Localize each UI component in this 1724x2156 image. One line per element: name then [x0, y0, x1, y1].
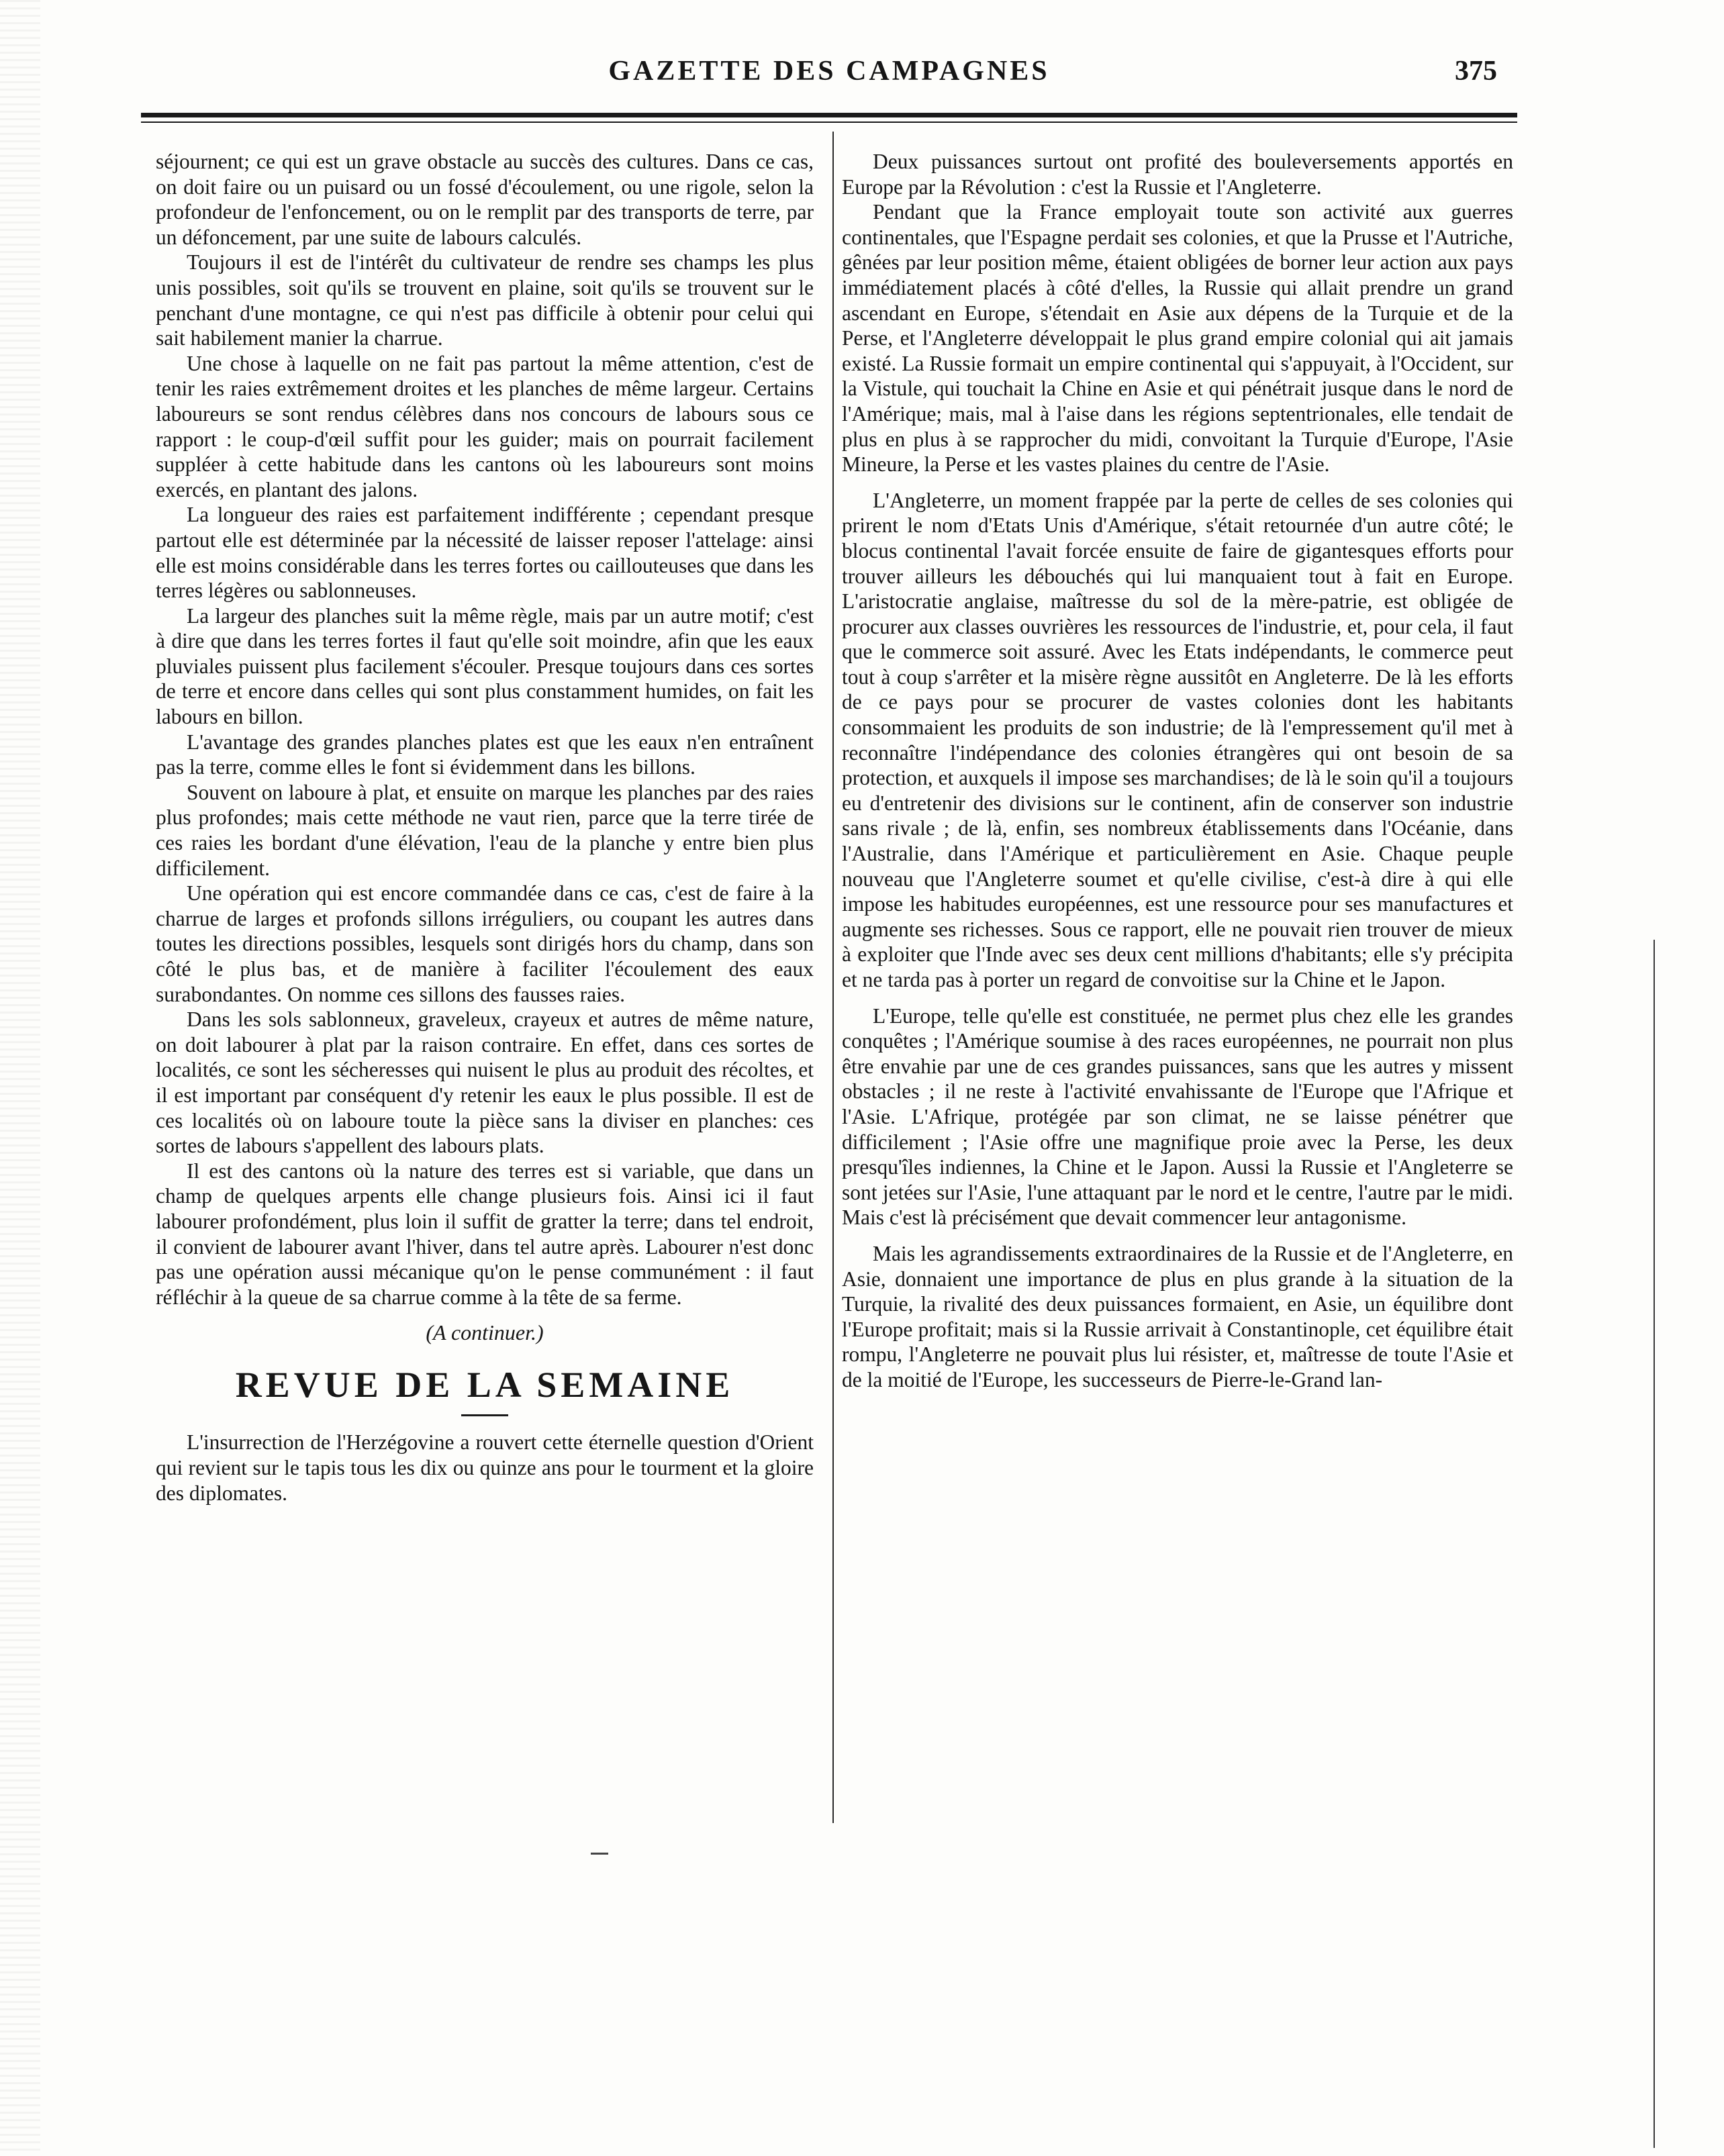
scan-edge-line [1654, 940, 1655, 2148]
paragraph: Dans les sols sablonneux, graveleux, crayeux et autres de même nature, on doit labourer à plat par la raison contraire. En effet, dans ces sortes de localités, ce sont les sécheresses qui nuisent le plus au produit des récoltes, et il est important par conséquent d'y retenir les eaux le plus possible. Il est de ces localités où on laboure toute la pièce sans la diviser en planches: ces sortes de labours s'appellent des labours plats. [156, 1008, 814, 1158]
paragraph: La largeur des planches suit la même règle, mais par un autre motif; c'est à dire que dans les terres fortes il faut qu'elle soit moindre, afin que les eaux pluviales puissent plus facilement s'écouler. Presque toujours dans ces sortes de terre et encore dans celles qui sont plus constamment humides, on fait les labours en billon. [156, 603, 814, 729]
print-mark [591, 1853, 608, 1855]
paragraph: séjournent; ce qui est un grave obstacle au succès des cultures. Dans ce cas, on doit faire ou un puisard ou un fossé d'écoulement, ou une rigole, selon la profondeur de l'enfoncement, ou on le remplit par des transports de terre, par un défoncement, par une suite de labours calculés. [156, 150, 814, 249]
section-title: REVUE DE LA SEMAINE [235, 1365, 734, 1406]
paragraph: Il est des cantons où la nature des terres est si variable, que dans un champ de quelques arpents elle change plusieurs fois. Ainsi ici il faut labourer profondément, plus loin il suffit de gratter la terre; dans tel endroit, il convient de labourer avant l'hiver, dans tel autre après. Labourer n'est donc pas une opération aussi mécanique qu'on le pense communément : il faut réfléchir à la queue de sa charrue comme à la tête de sa ferme. [156, 1159, 814, 1309]
section-title-rule [461, 1414, 508, 1416]
continue-note: (A continuer.) [426, 1320, 544, 1345]
page-number: 375 [1455, 56, 1497, 87]
paragraph: L'Europe, telle qu'elle est constituée, ne permet plus chez elle les grandes conquêtes ; l'Amérique soumise à des races européennes, ne pourrait non plus être envahie par une de ces grandes puissances, sans que les autres y missent obstacles ; il ne reste à l'activité envahissante de l'Europe que l'Afrique et l'Asie. L'Afrique, protégée par son climat, ne se laisse pénétrer que difficilement ; l'Asie offre une magnifique proie avec la Perse, les deux presqu'îles indiennes, la Chine et le Japon. Aussi la Russie et l'Angleterre se sont jetées sur l'Asie, l'une attaquant par le nord et le centre, l'autre par le midi. Mais c'est là précisément que devait commencer leur antagonisme. [842, 1003, 1513, 1230]
masthead-title: GAZETTE DES CAMPAGNES [608, 56, 1050, 87]
paragraph: L'Angleterre, un moment frappée par la perte de celles de ses colonies qui prirent le nom d'Etats Unis d'Amérique, s'était retournée d'un autre côté; le blocus continental l'avait forcée ensuite de faire de gigantesques efforts pour trouver ailleurs les débouchés qui lui manquaient tout à fait en Europe. L'aristocratie anglaise, maîtresse du sol de la mère-patrie, est obligée de procurer aux classes ouvrières les ressources de l'industrie, et, pour cela, il faut que le commerce soit assuré. Avec les Etats indépendants, le commerce peut tout à coup s'arrêter et la misère règne aussitôt en Angleterre. De là les efforts de ce pays pour se procurer de vastes colonies dont les habitants consommaient les produits de son industrie; de là l'empressement qu'il met à reconnaître l'indépendance des colonies étrangères qui ont besoin de sa protection, et auxquels il impose ses marchandises; de là le soin qu'il a toujours eu d'entretenir des divisions sur le continent, afin de conserver son industrie sans rivale ; de là, enfin, ses nombreux établissements dans l'Océanie, dans l'Australie, dans l'Amérique et particulièrement en Asie. Chaque peuple nouveau que l'Angleterre soumet et qu'elle civilise, c'est-à dire à qui elle impose les habitudes européennes, est une ressource pour ses manufactures et augmente ses richesses. Sous ce rapport, elle ne pouvait rien trouver de mieux à exploiter que l'Inde avec ses deux cent millions d'habitants; elle s'y précipita et ne tarda pas à porter un regard de convoitise sur la Chine et le Japon. [842, 488, 1513, 991]
paragraph: Une chose à laquelle on ne fait pas partout la même attention, c'est de tenir les raies extrêmement droites et les planches de même largeur. Certains laboureurs se sont rendus célèbres dans nos concours de labours sous ce rapport : le coup-d'œil suffit pour les guider; mais on pourrait facilement suppléer à cette habitude dans les cantons où les laboureurs sont moins exercés, en plantant des jalons. [156, 351, 814, 501]
right-column [842, 149, 1513, 1393]
paragraph: Souvent on laboure à plat, et ensuite on marque les planches par des raies plus profondes; mais cette méthode ne vaut rien, parce que la terre tirée de ces raies les bordant d'une élévation, l'eau de la planche y entre bien plus difficilement. [156, 780, 814, 880]
paragraph: Une opération qui est encore commandée dans ce cas, c'est de faire à la charrue de larges et profonds sillons irréguliers, ou coupant les autres dans toutes les directions possibles, lesquels sont dirigés hors du champ, dans son côté le plus bas, et de manière à faciliter l'écoulement des eaux surabondantes. On nomme ces sillons des fausses raies. [156, 881, 814, 1006]
page-header [141, 46, 1517, 99]
paragraph: Mais les agrandissements extraordinaires de la Russie et de l'Angleterre, en Asie, donnaient une importance de plus en plus grande à la situation de la Turquie, la rivalité des deux puissances formaient, en Asie, un équilibre dont l'Europe profitait; mais si la Russie arrivait à Constantinople, cet équilibre était rompu, l'Angleterre ne pouvait plus lui résister, et, maîtresse de toute l'Asie et de la moitié de l'Europe, les successeurs de Pierre-le-Grand lan- [842, 1241, 1513, 1391]
paragraph: L'insurrection de l'Herzégovine a rouvert cette éternelle question d'Orient qui revient sur le tapis tous les dix ou quinze ans pour le tourment et la gloire des diplomates. [156, 1430, 814, 1505]
paragraph: Deux puissances surtout ont profité des bouleversements apportés en Europe par la Révolution : c'est la Russie et l'Angleterre. [842, 150, 1513, 199]
header-rule-thin [141, 121, 1517, 123]
paragraph: L'avantage des grandes planches plates est que les eaux n'en entraînent pas la terre, comme elles le font si évidemment dans les billons. [156, 730, 814, 779]
paragraph: La longueur des raies est parfaitement indifférente ; cependant presque partout elle est déterminée par la nécessité de laisser reposer l'attelage: ainsi elle est moins considérable dans les terres fortes ou caillouteuses que dans les terres légères ou sablonneuses. [156, 503, 814, 603]
paragraph: Pendant que la France employait toute son activité aux guerres continentales, que l'Espagne perdait ses colonies, et que la Prusse et l'Autriche, gênées par leur position même, étaient obligées de borner leur action aux pays immédiatement placés à côté d'elles, la Russie qui allait prendre un grand ascendant en Europe, s'étendait en Asie aux dépens de la Turquie et de la Perse, et l'Angleterre développait le plus grand empire colonial qui ait jamais existé. La Russie formait un empire continental qui s'appuyait, à l'Occident, sur la Vistule, qui touchait la Chine en Asie et qui pénétrait jusque dans le nord de l'Amérique; mais, mal à l'aise dans les régions septentrionales, elle tendait de plus en plus à se rapprocher du midi, convoitant la Turquie d'Europe, l'Asie Mineure, la Perse et les vastes plaines du centre de l'Asie. [842, 200, 1513, 477]
header-rule-thick [141, 113, 1517, 117]
scan-edge-noise [0, 0, 40, 2156]
paragraph: Toujours il est de l'intérêt du cultivateur de rendre ses champs les plus unis possibles, soit qu'ils se trouvent en plaine, soit qu'ils se trouvent sur le penchant d'une montagne, ce qui n'est pas difficile à obtenir pour celui qui sait habilement manier la charrue. [156, 250, 814, 350]
left-column [156, 149, 814, 1506]
column-divider [832, 132, 834, 1823]
